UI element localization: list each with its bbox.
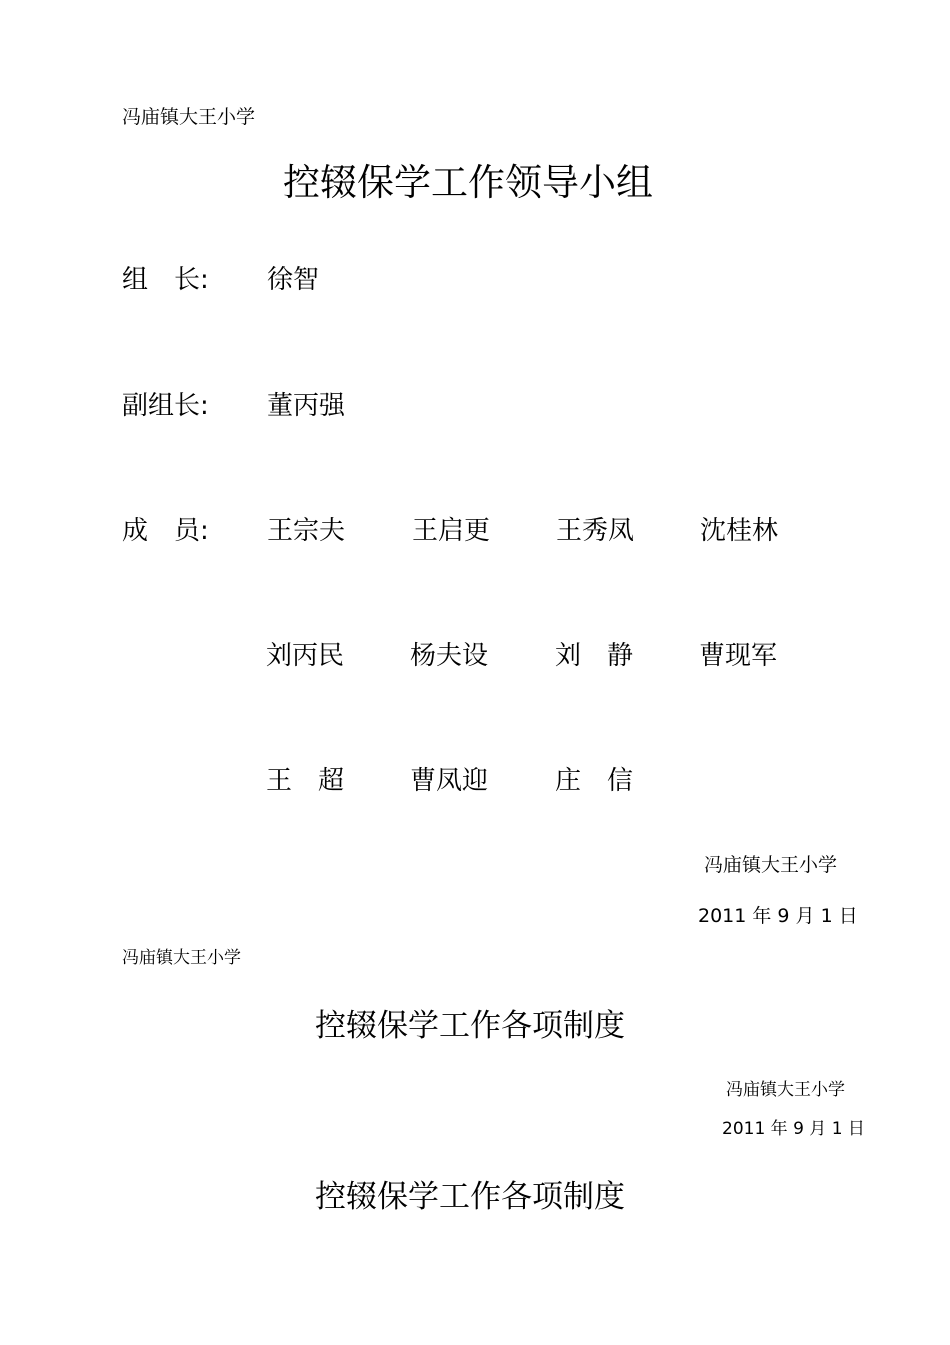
section-title: 控辍保学工作各项制度 [315,1179,625,1215]
signature-school: 冯庙镇大王小学 [704,854,838,876]
member-name: 曹凤迎 [410,766,489,796]
member-name: 王秀凤 [556,516,635,546]
member-name: 王 超 [266,766,345,796]
deputy-label: 副组长: [122,391,209,421]
signature-date: 2011 年 9 月 1 日 [722,1119,865,1139]
member-name: 刘 静 [555,641,634,671]
member-name: 杨夫设 [410,641,489,671]
member-name: 庄 信 [555,766,634,796]
school-header: 冯庙镇大王小学 [122,106,256,128]
page-title: 控辍保学工作领导小组 [283,161,653,204]
deputy-name: 董丙强 [267,391,346,421]
school-header: 冯庙镇大王小学 [122,948,241,968]
members-label: 成 员: [122,516,209,546]
signature-school: 冯庙镇大王小学 [726,1080,845,1100]
member-name: 沈桂林 [700,516,779,546]
member-name: 刘丙民 [266,641,345,671]
member-name: 曹现军 [699,641,778,671]
leader-name: 徐智 [267,265,320,295]
member-name: 王宗夫 [267,516,346,546]
signature-date: 2011 年 9 月 1 日 [698,905,858,927]
page-title: 控辍保学工作各项制度 [315,1008,625,1044]
leader-label: 组 长: [122,265,209,295]
member-name: 王启更 [412,516,491,546]
